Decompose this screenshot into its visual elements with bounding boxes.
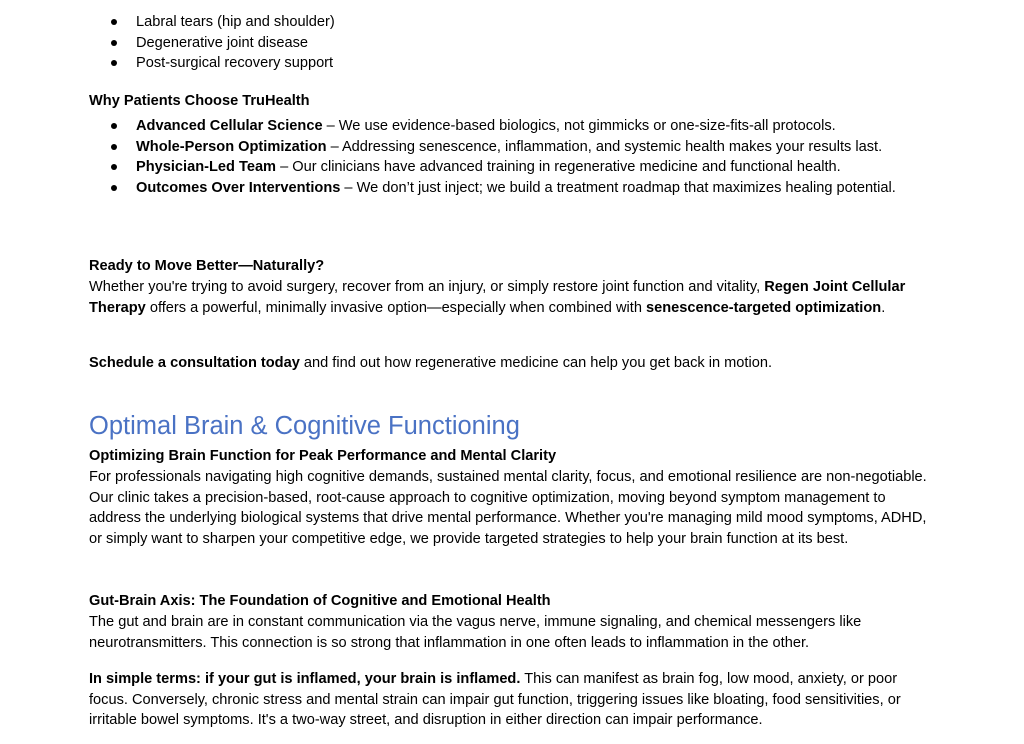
why-list	[89, 116, 939, 198]
list-item: Physician-Led Team – Our clinicians have advanced training in regenerative medicine and functional health.	[89, 157, 939, 178]
ready-paragraph: Whether you're trying to avoid surgery, recover from an injury, or simply restore joint function and vitality, Regen Joint Cellular Therapy offers a powerful, minimally invasive option—especially when combined with senescence-targeted optimization.	[89, 279, 906, 316]
why-heading: Why Patients Choose TruHealth	[89, 93, 310, 109]
bullet-icon	[111, 144, 117, 150]
gut-brain-heading: Gut-Brain Axis: The Foundation of Cognitive and Emotional Health	[89, 593, 551, 609]
bullet-icon	[111, 123, 117, 129]
bullet-icon	[111, 60, 117, 66]
gut-brain-paragraph: The gut and brain are in constant communication via the vagus nerve, immune signaling, and chemical messengers like neurotransmitters. This connection is so strong that inflammation in one often leads to inflammation in the other.	[89, 614, 862, 651]
bullet-icon	[111, 185, 117, 191]
list-item: Whole-Person Optimization – Addressing senescence, inflammation, and systemic health makes your results last.	[89, 137, 939, 158]
bullet-icon	[111, 164, 117, 170]
brain-subheading: Optimizing Brain Function for Peak Performance and Mental Clarity	[89, 448, 557, 464]
cta-paragraph: Schedule a consultation today and find out how regenerative medicine can help you get back in motion.	[89, 355, 773, 371]
ready-heading: Ready to Move Better—Naturally?	[89, 258, 325, 274]
list-item: Post-surgical recovery support	[89, 53, 335, 74]
conditions-list	[89, 12, 335, 74]
list-item: Degenerative joint disease	[89, 33, 335, 54]
brain-section-title: Optimal Brain & Cognitive Functioning	[89, 412, 520, 440]
list-item: Labral tears (hip and shoulder)	[89, 12, 335, 33]
bullet-icon	[111, 19, 117, 25]
list-item: Outcomes Over Interventions – We don’t just inject; we build a treatment roadmap that maximizes healing potential.	[89, 178, 939, 199]
brain-intro-paragraph: For professionals navigating high cognitive demands, sustained mental clarity, focus, and emotional resilience are non-negotiable. Our clinic takes a precision-based, root-cause approach to cognitive optimization, moving beyond symptom management to address the underlying biological systems that drive mental performance. Whether you're managing mild mood symptoms, ADHD, or simply want to sharpen your competitive edge, we provide targeted strategies to help your brain function at its best.	[89, 469, 927, 547]
simple-terms-paragraph: In simple terms: if your gut is inflamed, your brain is inflamed. This can manifest as brain fog, low mood, anxiety, or poor focus. Conversely, chronic stress and mental strain can impair gut function, triggering issues like bloating, food sensitivities, or irritable bowel symptoms. It's a two-way street, and disruption in either direction can impair performance.	[89, 671, 901, 728]
list-item: Advanced Cellular Science – We use evidence-based biologics, not gimmicks or one-size-fits-all protocols.	[89, 116, 939, 137]
bullet-icon	[111, 40, 117, 46]
